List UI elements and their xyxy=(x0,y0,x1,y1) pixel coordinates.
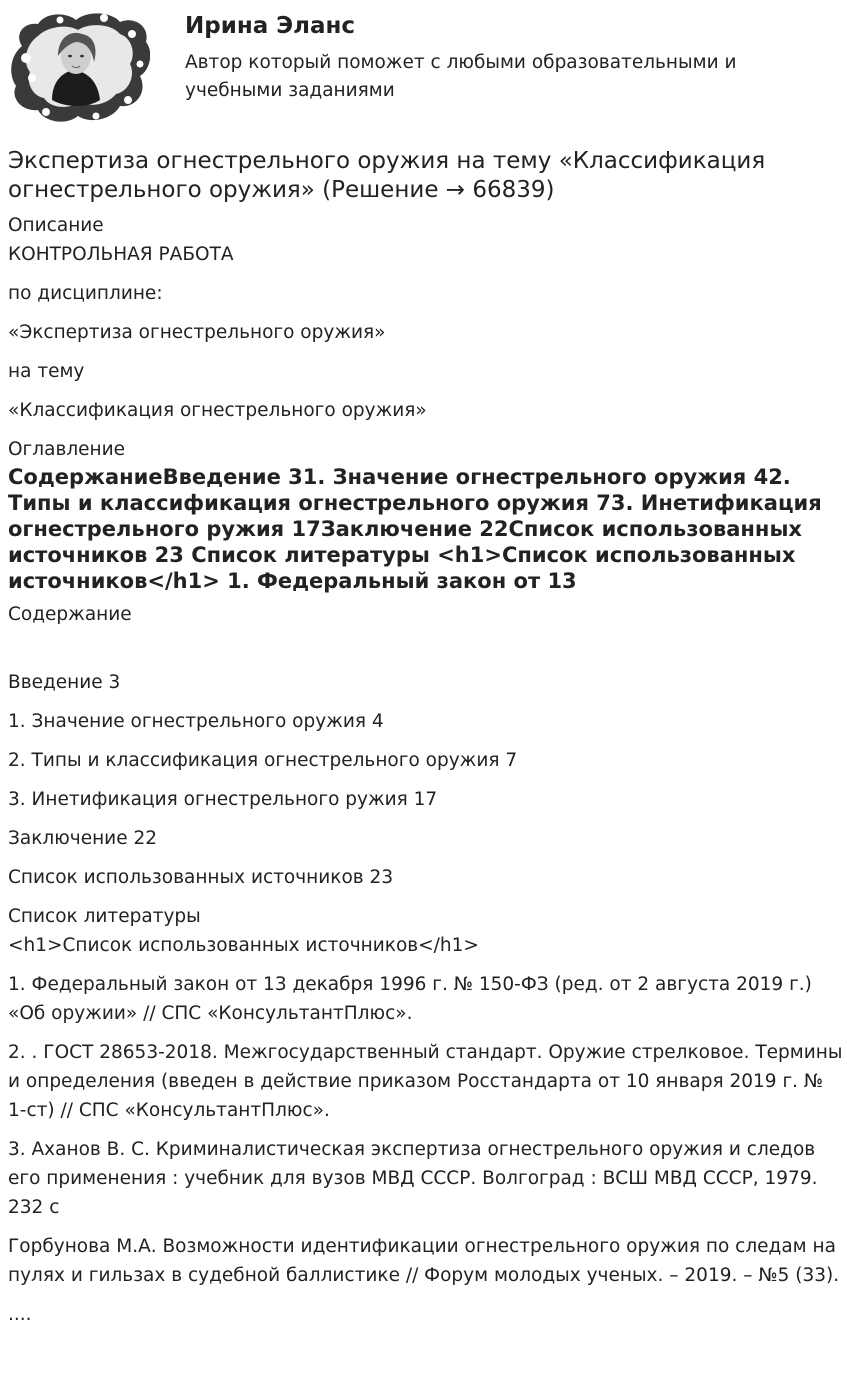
sources-heading: <h1>Список использованных источников</h1> xyxy=(8,935,479,956)
source-entry: 2. . ГОСТ 28653-2018. Межгосударственный стандарт. Оружие стрелковое. Термины и определения (введен в действие приказом Росстандарта от 10 января 2019 г. № 1-ст) // СПС «КонсультантПлюс». xyxy=(8,1042,843,1121)
contents-item: Список использованных источников 23 xyxy=(8,867,394,888)
contents-item: 3. Инетификация огнестрельного ружия 17 xyxy=(8,789,438,810)
author-card xyxy=(0,0,847,130)
ellipsis: .... xyxy=(8,1304,32,1325)
source-entry: 1. Федеральный закон от 13 декабря 1996 г. № 150-ФЗ (ред. от 2 августа 2019 г.) «Об оружии» // СПС «КонсультантПлюс». xyxy=(8,974,812,1024)
contents-item: 2. Типы и классификация огнестрельного оружия 7 xyxy=(8,750,518,771)
description-paragraph: «Экспертиза огнестрельного оружия» xyxy=(8,322,386,343)
source-entry: Горбунова М.А. Возможности идентификации огнестрельного оружия по следам на пулях и гильзах в судебной баллистике // Форум молодых ученых. – 2019. – №5 (33). xyxy=(8,1236,840,1286)
description-paragraph: по дисциплине: xyxy=(8,283,163,304)
description-paragraph: КОНТРОЛЬНАЯ РАБОТА xyxy=(8,244,234,265)
contents-item: 1. Значение огнестрельного оружия 4 xyxy=(8,711,384,732)
source-entry: 3. Аханов В. С. Криминалистическая экспертиза огнестрельного оружия и следов его применения : учебник для вузов МВД СССР. Волгоград : ВСШ МВД СССР, 1979. 232 с xyxy=(8,1139,818,1218)
toc-summary: СодержаниеВведение 31. Значение огнестрельного оружия 42. Типы и классификация огнестрельного оружия 73. Инетификация огнестрельного ружия 17Заключение 22Список использованных источников 23 Список литературы <h1>Список использованных источников</h1> 1. Федеральный закон от 13 xyxy=(8,465,822,593)
literature-heading: Список литературы xyxy=(8,906,201,927)
contents-item: Введение 3 xyxy=(8,672,121,693)
author-name: Ирина Эланс xyxy=(185,13,356,39)
author-avatar xyxy=(8,8,150,126)
contents-heading: Содержание xyxy=(8,604,132,625)
document-content xyxy=(8,147,843,1339)
contents-item: Заключение 22 xyxy=(8,828,158,849)
document-title: Экспертиза огнестрельного оружия на тему «Классификация огнестрельного оружия» (Решение → 66839) xyxy=(8,148,766,203)
description-paragraph: «Классификация огнестрельного оружия» xyxy=(8,400,427,421)
toc-label: Оглавление xyxy=(8,439,126,460)
blank-line xyxy=(8,639,843,668)
description-label: Описание xyxy=(8,215,104,236)
author-description: Автор который поможет с любыми образовательными и учебными заданиями xyxy=(185,52,737,101)
description-paragraph: на тему xyxy=(8,361,85,382)
